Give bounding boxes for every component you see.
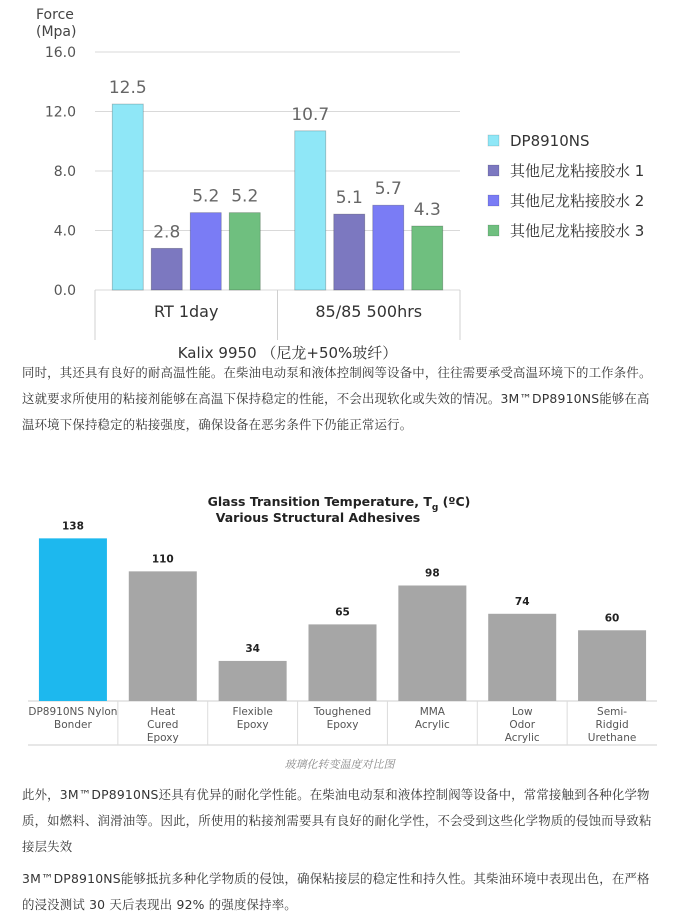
bar: [398, 586, 466, 702]
bar: [39, 538, 107, 701]
data-label: 5.2: [231, 186, 259, 207]
data-label: 60: [604, 612, 620, 625]
data-label: 110: [151, 553, 174, 566]
data-label: 65: [335, 606, 350, 619]
x-tick-label: Heat: [150, 706, 176, 718]
y-axis-label: Force: [36, 7, 74, 23]
x-tick-label: Urethane: [587, 732, 637, 744]
legend-swatch: [488, 225, 499, 236]
adhesion-strength-chart: [0, 0, 679, 362]
legend-swatch: [488, 195, 499, 206]
x-axis-label: Kalix 9950 （尼龙+50%玻纤）: [177, 344, 398, 362]
x-tick-label: Odor: [509, 719, 536, 731]
data-label: 138: [61, 520, 84, 533]
x-tick-label: Epoxy: [326, 719, 359, 731]
data-label: 5.7: [374, 179, 402, 200]
x-tick-label: MMA: [419, 706, 446, 718]
x-tick-label: Epoxy: [146, 732, 179, 744]
bar: [151, 248, 182, 290]
x-tick-label: DP8910NS Nylon: [28, 706, 118, 718]
y-tick-label: 4.0: [53, 223, 76, 240]
x-tick-label: Toughened: [313, 706, 372, 718]
legend-label: 其他尼龙粘接胶水 3: [510, 222, 645, 240]
y-tick-label: 8.0: [53, 164, 76, 180]
bar: [129, 571, 197, 701]
x-tick-label: Cured: [147, 719, 179, 731]
y-tick-label: 12.0: [44, 104, 76, 121]
glass-transition-chart: [0, 484, 679, 752]
legend-label: 其他尼龙粘接胶水 1: [510, 162, 645, 180]
y-tick-label: 0.0: [53, 283, 76, 299]
bar: [412, 226, 443, 290]
legend-label: DP8910NS: [510, 132, 590, 150]
chart-title: Glass Transition Temperature, $T_g$ (ºC): [207, 494, 471, 513]
paragraph-heat-resistance: 同时，其还具有良好的耐高温性能。在柴油电动泵和液体控制阀等设备中，往往需要承受高温环境下的工作条件。这就要求所使用的粘接剂能够在高温下保持稳定的性能，不会出现软化或失效的情况。3M™DP8910NS能够在高温环境下保持稳定的粘接强度，确保设备在恶劣条件下仍能正常运行。: [22, 365, 652, 432]
bar: [334, 214, 365, 290]
data-label: 4.3: [413, 200, 441, 221]
bar: [578, 630, 646, 701]
bar: [190, 213, 221, 290]
bar: [112, 104, 143, 290]
y-tick-label: 16.0: [44, 45, 76, 61]
bar: [373, 205, 404, 290]
y-axis-label: (Mpa): [36, 24, 77, 40]
paragraph-immersion-test: 3M™DP8910NS能够抵抗多种化学物质的侵蚀，确保粘接层的稳定性和持久性。其柴油环境中表现出色，在严格的浸没测试 30 天后表现出 92% 的强度保持率。: [22, 871, 650, 912]
legend-swatch: [488, 165, 499, 176]
paragraph-chemical-resistance: 此外，3M™DP8910NS还具有优异的耐化学性能。在柴油电动泵和液体控制阀等设备中，常常接触到各种化学物质，如燃料、润滑油等。因此，所使用的粘接剂需要具有良好的耐化学性，不会受到这些化学物质的侵蚀而导致粘接层失效: [22, 787, 652, 854]
bar: [309, 624, 377, 701]
bar: [295, 131, 326, 290]
bar: [229, 213, 260, 290]
chart-subtitle: Various Structural Adhesives: [215, 510, 421, 525]
figure-caption: 玻璃化转变温度对比图: [284, 758, 395, 771]
legend-label: 其他尼龙粘接胶水 2: [510, 192, 645, 210]
x-tick-label: RT 1day: [154, 302, 219, 321]
x-tick-label: Acrylic: [414, 719, 450, 731]
data-label: 98: [425, 567, 440, 580]
x-tick-label: Epoxy: [236, 719, 269, 731]
x-tick-label: Semi-: [597, 706, 628, 718]
x-tick-label: Flexible: [232, 706, 273, 718]
bar: [488, 614, 556, 701]
data-label: 2.8: [153, 222, 181, 243]
data-label: 10.7: [291, 104, 330, 125]
data-label: 74: [514, 595, 530, 608]
data-label: 12.5: [108, 78, 147, 99]
x-tick-label: Ridgid: [595, 719, 629, 731]
x-tick-label: Low: [511, 706, 533, 718]
x-tick-label: Acrylic: [504, 732, 540, 744]
data-label: 34: [245, 642, 260, 655]
x-tick-label: Bonder: [54, 719, 92, 731]
data-label: 5.2: [192, 186, 220, 207]
data-label: 5.1: [335, 188, 363, 209]
legend-swatch: [488, 135, 499, 146]
bar: [219, 661, 287, 701]
x-tick-label: 85/85 500hrs: [315, 302, 423, 321]
